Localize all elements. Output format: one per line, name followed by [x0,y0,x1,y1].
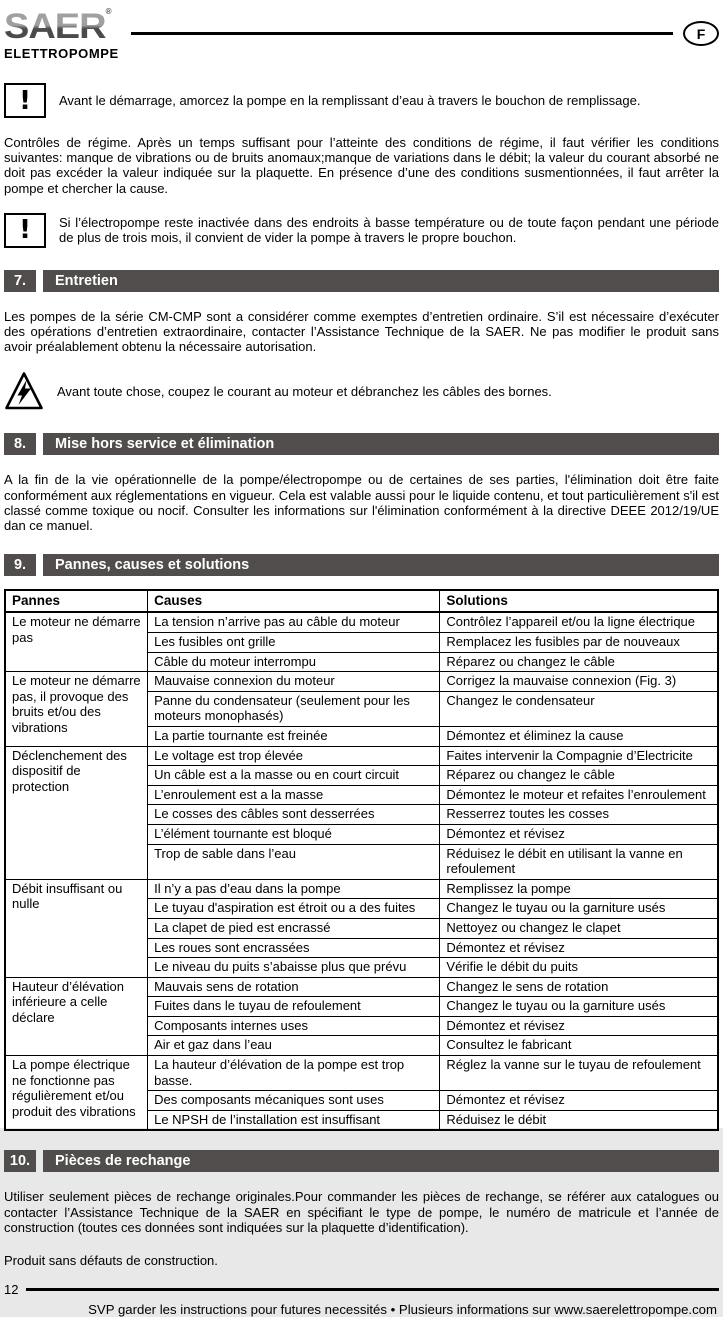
column-header-solutions: Solutions [440,590,718,612]
spare-parts-paragraph: Utiliser seulement pièces de rechange originales.Pour commander les pièces de rechange, se référer aux catalogues ou contacter l’Assistance Technique de la SAER en spécifiant le type de pompe, le numéro de matricule et l’année de construction (toutes ces données sont indiquées sur la plaquette d’identification). [4,1189,719,1235]
panne-cell: Déclenchement des dispositif de protection [5,746,148,879]
trademark-icon: ® [105,7,112,16]
troubleshooting-table [4,589,719,1131]
warning-text: Si l’électropompe reste inactivée dans des endroits à basse température ou de toute façon pendant une période de plus de trois mois, il convient de vider la pompe à travers le propre bouchon. [59,215,719,246]
cause-cell: La tension n’arrive pas au câble du moteur [148,612,440,632]
cause-cell: Les roues sont encrassées [148,938,440,958]
footer-rule [26,1288,719,1291]
warning-block-1 [4,83,719,118]
cause-cell: Mauvaise connexion du moteur [148,672,440,692]
cause-cell: Le niveau du puits s’abaisse plus que prévu [148,958,440,978]
cause-cell: La hauteur d’élévation de la pompe est trop basse. [148,1056,440,1091]
table-row [5,612,718,632]
panne-cell: Le moteur ne démarre pas, il provoque des bruits et/ou des vibrations [5,672,148,746]
panne-cell: Hauteur d’élévation inférieure a celle déclare [5,977,148,1055]
cause-cell: Air et gaz dans l’eau [148,1036,440,1056]
cause-cell: Trop de sable dans l’eau [148,844,440,879]
lightning-hazard-icon [4,371,44,411]
regime-controls-paragraph: Contrôles de régime. Après un temps suffisant pour l’atteinte des conditions de régime, il faut vérifier les conditions suivantes: manque de vibrations ou de bruits anomaux;manque de variations dans le débit; la valeur du courant absorbé ne doit pas excéder la valeur indiquée sur la plaquette. En présence d’une des conditions susmentionnées, il faut arrêter la pompe et chercher la cause. [4,135,719,196]
section-8-header [4,433,719,455]
cause-cell: Composants internes uses [148,1016,440,1036]
maintenance-paragraph: Les pompes de la série CM-CMP sont a considérer comme exemptes d’entretien ordinaire. S’il est nécessaire d’exécuter des opérations d’entretien extraordinaire, contacter l’Assistance Technique de la SAER. Ne pas modifier le produit sans avoir préalablement obtenu la nécessaire autorisation. [4,308,719,355]
solution-cell: Réduisez le débit [440,1110,718,1130]
cause-cell: Un câble est a la masse ou en court circuit [148,766,440,786]
cause-cell: Le voltage est trop élevée [148,746,440,766]
solution-cell: Démontez et révisez [440,824,718,844]
solution-cell: Démontez et révisez [440,938,718,958]
footer-rule-row [4,1282,719,1297]
cause-cell: Mauvais sens de rotation [148,977,440,997]
language-badge: F [683,21,719,46]
header-rule [131,32,673,35]
column-header-pannes: Pannes [5,590,148,612]
warning-text: Avant le démarrage, amorcez la pompe en la remplissant d’eau à travers le bouchon de remplissage. [59,92,641,108]
warning-text: Avant toute chose, coupez le courant au moteur et débranchez les câbles des bornes. [57,383,552,399]
section-9-header [4,554,719,576]
cause-cell: Les fusibles ont grille [148,633,440,653]
section-7-header [4,270,719,292]
cause-cell: Le cosses des câbles sont desserrées [148,805,440,825]
section-number: 10. [4,1150,36,1172]
solution-cell: Contrôlez l’appareil et/ou la ligne électrique [440,612,718,632]
cause-cell: Panne du condensateur (seulement pour les moteurs monophasés) [148,691,440,726]
page-number: 12 [4,1282,19,1298]
solution-cell: Démontez et révisez [440,1091,718,1111]
solution-cell: Réparez ou changez le câble [440,652,718,672]
table-header-row [5,590,718,612]
table-row [5,672,718,692]
section-number: 9. [4,554,36,576]
section-title: Pièces de rechange [43,1150,719,1172]
document-header [4,8,719,60]
solution-cell: Réglez la vanne sur le tuyau de refoulement [440,1056,718,1091]
solution-cell: Consultez le fabricant [440,1036,718,1056]
cause-cell: Des composants mécaniques sont uses [148,1091,440,1111]
solution-cell: Remplacez les fusibles par de nouveaux [440,633,718,653]
solution-cell: Réparez ou changez le câble [440,766,718,786]
table-row [5,746,718,766]
faults-table-body [5,612,718,1130]
solution-cell: Démontez le moteur et refaites l’enroulement [440,785,718,805]
footer-text: SVP garder les instructions pour futures necessités • Plusieurs informations sur www.saerelettropompe.com [88,1302,717,1317]
panne-cell: Débit insuffisant ou nulle [5,879,148,977]
solution-cell: Changez le sens de rotation [440,977,718,997]
solution-cell: Resserrez toutes les cosses [440,805,718,825]
solution-cell: Changez le condensateur [440,691,718,726]
cause-cell: Le NPSH de l’installation est insuffisant [148,1110,440,1130]
solution-cell: Changez le tuyau ou la garniture usés [440,997,718,1017]
table-row [5,1056,718,1091]
cause-cell: Fuites dans le tuyau de refoulement [148,997,440,1017]
exclamation-icon: ! [4,83,46,118]
cause-cell: Le tuyau d'aspiration est étroit ou a des fuites [148,899,440,919]
disposal-paragraph: A la fin de la vie opérationnelle de la pompe/électropompe ou de certaines de ses parties, l'élimination doit être faite conformément aux réglementations en vigueur. Cela est valable aussi pour le liquide contenu, et tout particulièrement s'il est classé comme toxique ou nocif. Consulter les informations sur l'élimination conformément à la directive DEEE 2012/19/UE dan ce manuel. [4,472,719,534]
panne-cell: La pompe électrique ne fonctionne pas régulièrement et/ou produit des vibrations [5,1056,148,1131]
cause-cell: Câble du moteur interrompu [148,652,440,672]
section-title: Entretien [43,270,719,292]
saer-logo [4,8,119,60]
logo-subbrand-text: ELETTROPOMPE [4,46,119,61]
solution-cell: Remplissez la pompe [440,879,718,899]
electric-warning-block [4,371,719,411]
cause-cell: Il n’y a pas d’eau dans la pompe [148,879,440,899]
no-defects-note: Produit sans défauts de construction. [4,1253,218,1269]
column-header-causes: Causes [148,590,440,612]
solution-cell: Démontez et révisez [440,1016,718,1036]
solution-cell: Démontez et éliminez la cause [440,726,718,746]
cause-cell: La clapet de pied est encrassé [148,918,440,938]
solution-cell: Corrigez la mauvaise connexion (Fig. 3) [440,672,718,692]
solution-cell: Changez le tuyau ou la garniture usés [440,899,718,919]
warning-block-2 [4,213,719,248]
cause-cell: La partie tournante est freinée [148,726,440,746]
panne-cell: Le moteur ne démarre pas [5,612,148,671]
logo-brand-text: SAER [4,7,106,47]
solution-cell: Réduisez le débit en utilisant la vanne en refoulement [440,844,718,879]
table-row [5,879,718,899]
section-number: 7. [4,270,36,292]
section-10-header [4,1150,719,1172]
section-title: Pannes, causes et solutions [43,554,719,576]
exclamation-icon: ! [4,213,46,248]
solution-cell: Faites intervenir la Compagnie d’Electricite [440,746,718,766]
section-number: 8. [4,433,36,455]
table-row [5,977,718,997]
solution-cell: Vérifie le débit du puits [440,958,718,978]
cause-cell: L’élément tournante est bloqué [148,824,440,844]
cause-cell: L’enroulement est a la masse [148,785,440,805]
solution-cell: Nettoyez ou changez le clapet [440,918,718,938]
section-title: Mise hors service et élimination [43,433,719,455]
